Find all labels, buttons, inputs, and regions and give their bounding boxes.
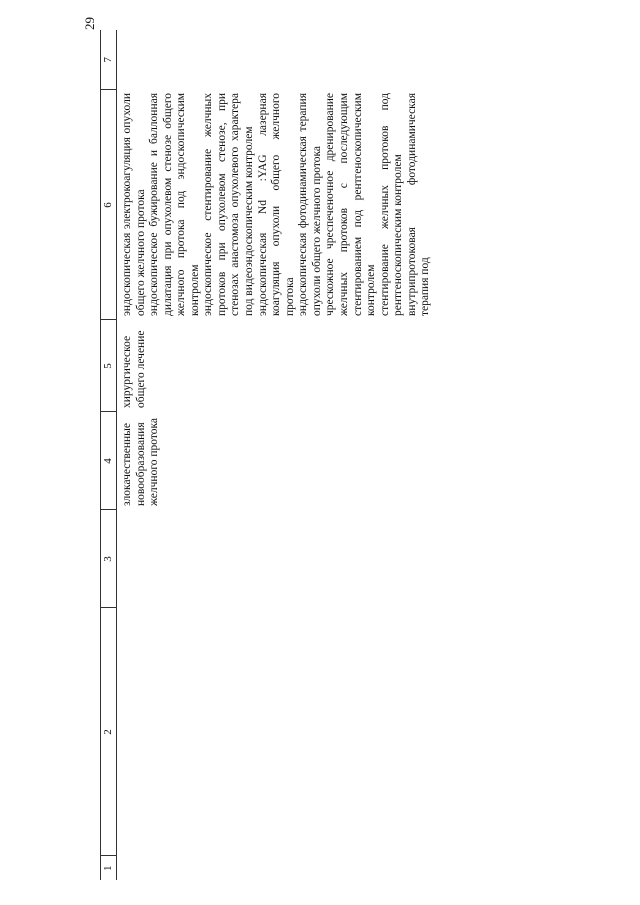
column-header-6: 6: [101, 90, 117, 320]
procedure-item: эндоскопическая фотодинамическая терапия опухоли общего желчного протока: [297, 93, 323, 316]
procedure-item: внутрипротоковая фотодинамическая терапия под: [405, 93, 432, 316]
procedure-item: чрескожное чреспеченочное дренирование желчных протоков с последующим стентированием под рентгеноскопическим контролем: [324, 93, 378, 316]
column-header-7: 7: [101, 30, 117, 90]
column-header-4: 4: [101, 412, 117, 510]
cell-col2: [116, 608, 432, 856]
procedure-item: стентирование желчных протоков под рентгеноскопическим контролем: [378, 93, 405, 316]
column-header-3: 3: [101, 510, 117, 608]
procedure-item: эндоскопическое бужирование и баллонная дилатация при опухолевом стенозе общего желчного протока под эндоскопическим контролем: [148, 93, 201, 316]
cell-col7: [116, 30, 432, 90]
cell-col1: [116, 856, 432, 880]
cell-treatment-type: хирургическое общего лечение: [120, 330, 147, 408]
procedure-item: эндоскопическая Nd :YAG лазерная коагуляция опухоли общего желчного протока: [256, 93, 296, 316]
column-header-2: 2: [101, 608, 117, 856]
document-table: [100, 30, 433, 880]
column-header-row: [101, 30, 117, 880]
rotated-page-content: [100, 30, 610, 880]
cell-col3: [116, 510, 432, 608]
column-header-1: 1: [101, 856, 117, 880]
column-header-5: 5: [101, 320, 117, 412]
procedure-item: эндоскопическая электрокоагуляция опухоли общего желчного протока: [120, 93, 147, 316]
table-row: [116, 30, 432, 880]
cell-diagnosis: злокачественные новообразования желчного протока: [120, 417, 161, 506]
procedure-item: эндоскопическое стентирование желчных протоков при опухолевом стенозе, при стенозах анастомоза опухолевого характера под видеоэндоскопическим контролем: [202, 93, 256, 316]
page-number: 29: [82, 17, 97, 30]
cell-procedures: [116, 90, 432, 320]
